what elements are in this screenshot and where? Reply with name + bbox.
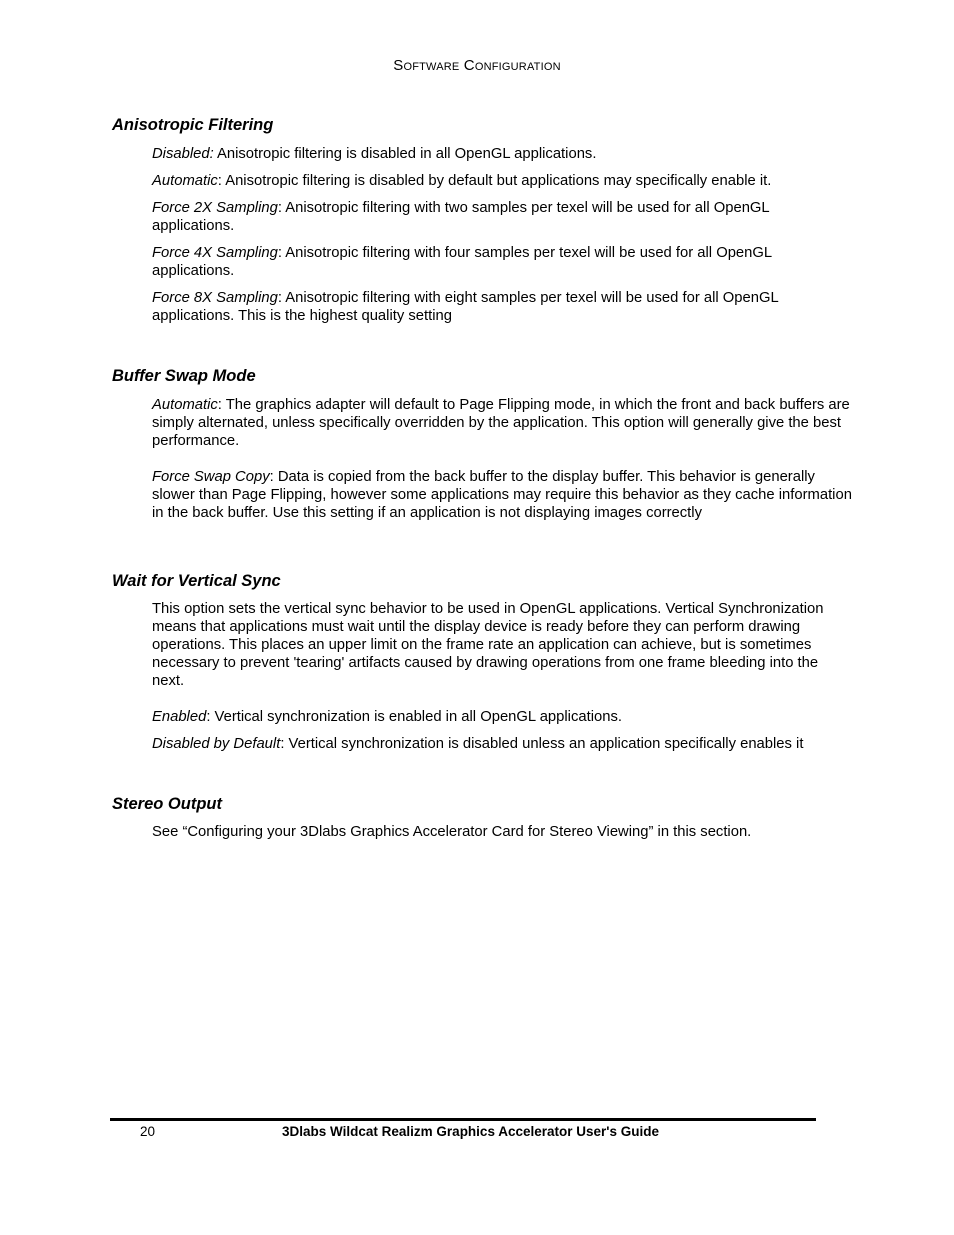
option-term: Force 2X Sampling — [152, 200, 278, 216]
option-paragraph — [152, 172, 852, 190]
description-paragraph — [152, 600, 852, 690]
option-description: : Anisotropic filtering is disabled by default but applications may specifically enable it. — [217, 173, 772, 189]
section-heading: Buffer Swap Mode — [112, 367, 256, 385]
option-paragraph — [152, 289, 852, 325]
section-buffer-swap-mode — [112, 367, 852, 522]
option-term: Automatic — [152, 173, 218, 189]
option-term: Force 4X Sampling — [152, 245, 278, 261]
section-wait-for-vertical-sync — [112, 572, 852, 753]
section-anisotropic-filtering — [112, 116, 852, 325]
option-paragraph — [152, 145, 852, 163]
option-paragraph — [152, 708, 852, 726]
option-description: : Vertical synchronization is enabled in all OpenGL applications. — [206, 709, 622, 725]
option-description: : Data is copied from the back buffer to the display buffer. This behavior is generally slower than Page Flipping, however some applications may require this behavior as they cache information in the back buffer. Use this setting if an application is not displaying images correctly — [152, 469, 852, 521]
description-paragraph — [152, 823, 852, 841]
option-term: Force Swap Copy — [152, 469, 270, 485]
option-paragraph — [152, 396, 852, 450]
option-term: Enabled — [152, 709, 207, 725]
page-number: 20 — [140, 1124, 156, 1139]
section-heading: Anisotropic Filtering — [112, 116, 274, 134]
option-description: : Anisotropic filtering with eight samples per texel will be used for all OpenGL applications. This is the highest quality setting — [152, 290, 779, 324]
option-description: : Anisotropic filtering with four samples per texel will be used for all OpenGL applications. — [152, 245, 772, 279]
option-paragraph — [152, 735, 852, 753]
option-term: Disabled by Default — [152, 736, 281, 752]
option-description: : Vertical synchronization is disabled unless an application specifically enables it — [280, 736, 804, 752]
section-stereo-output — [112, 795, 852, 841]
option-term: Automatic — [152, 397, 218, 413]
paragraph-text: This option sets the vertical sync behavior to be used in OpenGL applications. Vertical Synchronization means that applications must wait until the display device is ready before they can perform drawing operations. This places an upper limit on the frame rate an application can achieve, but is sometimes necessary to prevent 'tearing' artifacts caused by drawing operations from one frame bleeding into the next. — [152, 601, 824, 689]
section-heading: Wait for Vertical Sync — [112, 572, 281, 590]
option-term: Force 8X Sampling — [152, 290, 278, 306]
option-description: Anisotropic filtering is disabled in all OpenGL applications. — [213, 146, 597, 162]
footer-divider — [110, 1118, 816, 1121]
paragraph-text: See “Configuring your 3Dlabs Graphics Accelerator Card for Stereo Viewing” in this section. — [152, 824, 752, 840]
option-paragraph — [152, 244, 852, 280]
section-heading: Stereo Output — [112, 795, 222, 813]
option-paragraph — [152, 468, 852, 522]
option-paragraph — [152, 199, 852, 235]
option-description: : Anisotropic filtering with two samples per texel will be used for all OpenGL applications. — [152, 200, 770, 234]
running-header: Software Configuration — [393, 57, 561, 74]
option-term: Disabled: — [152, 146, 214, 162]
footer-document-title: 3Dlabs Wildcat Realizm Graphics Accelerator User's Guide — [282, 1124, 659, 1139]
option-description: : The graphics adapter will default to Page Flipping mode, in which the front and back buffers are simply alternated, unless specifically overridden by the application. This option will generally give the best performance. — [152, 397, 850, 449]
